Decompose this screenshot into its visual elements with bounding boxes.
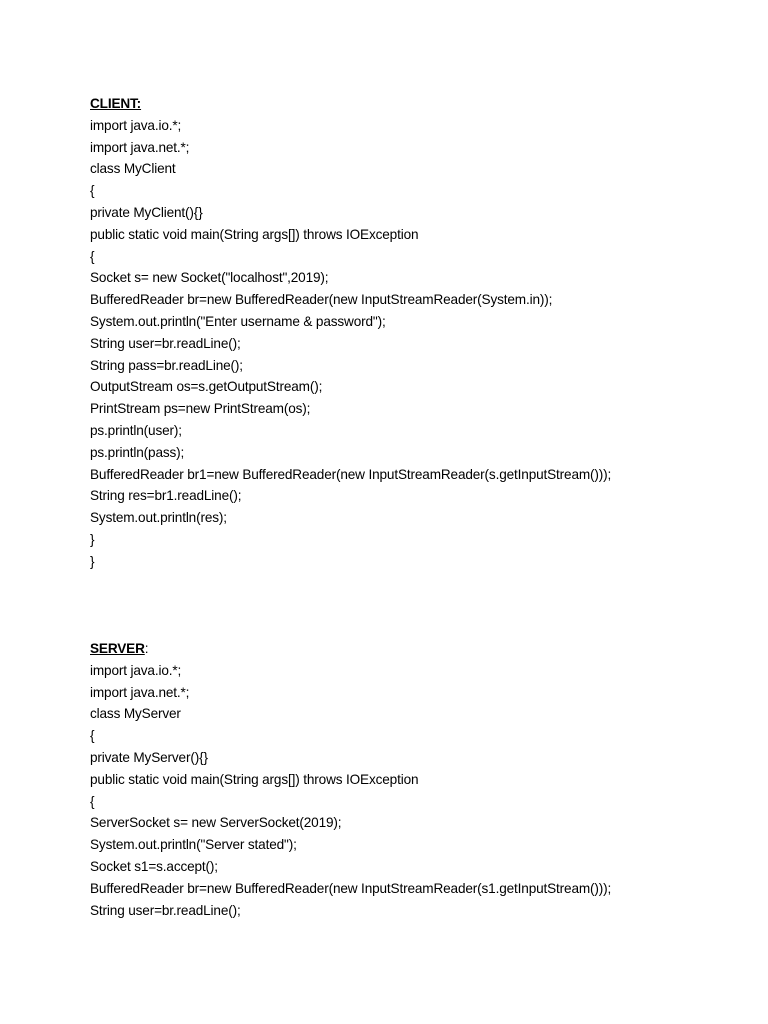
client-code-line: { [90,248,95,264]
client-code-line: PrintStream ps=new PrintStream(os); [90,401,311,417]
server-code-line: { [90,728,95,744]
client-code-line: public static void main(String args[]) throws IOException [90,226,419,242]
client-code-line: OutputStream os=s.getOutputStream(); [90,379,323,395]
server-heading: SERVER [90,641,145,656]
client-code-line: BufferedReader br1=new BufferedReader(new InputStreamReader(s.getInputStream())); [90,466,612,482]
client-code-line: class MyClient [90,161,176,177]
server-code-line: System.out.println("Server stated"); [90,837,297,853]
client-code-line: BufferedReader br=new BufferedReader(new InputStreamReader(System.in)); [90,292,553,308]
server-code-line: { [90,793,95,809]
server-code-line: import java.net.*; [90,684,190,700]
server-code-line: class MyServer [90,706,181,722]
client-code-line: ps.println(pass); [90,444,185,460]
client-code-line: System.out.println(res); [90,510,227,526]
client-code-line: import java.net.*; [90,139,190,155]
client-code-line: import java.io.*; [90,117,182,133]
client-code-section [90,93,730,573]
server-heading-colon: : [144,641,149,656]
server-code-line: ServerSocket s= new ServerSocket(2019); [90,815,342,831]
client-code-line: String pass=br.readLine(); [90,357,243,373]
client-code-line: ps.println(user); [90,422,182,438]
client-code-line: System.out.println("Enter username & password"); [90,313,386,329]
server-code-line: import java.io.*; [90,662,182,678]
client-code-line: String user=br.readLine(); [90,335,241,351]
server-heading-line [90,638,730,660]
client-code-line: String res=br1.readLine(); [90,488,242,504]
client-code-line: Socket s= new Socket("localhost",2019); [90,270,329,286]
client-code-line: } [90,531,95,547]
server-code-line: public static void main(String args[]) throws IOException [90,771,419,787]
server-code-line: Socket s1=s.accept(); [90,858,218,874]
client-code-line: private MyClient(){} [90,204,203,220]
client-code-line: { [90,183,95,199]
server-code-line: String user=br.readLine(); [90,902,241,918]
server-code-section [90,638,730,921]
client-heading: CLIENT: [90,96,142,111]
client-code-line: } [90,553,95,569]
server-code-line: BufferedReader br=new BufferedReader(new InputStreamReader(s1.getInputStream())); [90,880,612,896]
server-code-line: private MyServer(){} [90,749,208,765]
